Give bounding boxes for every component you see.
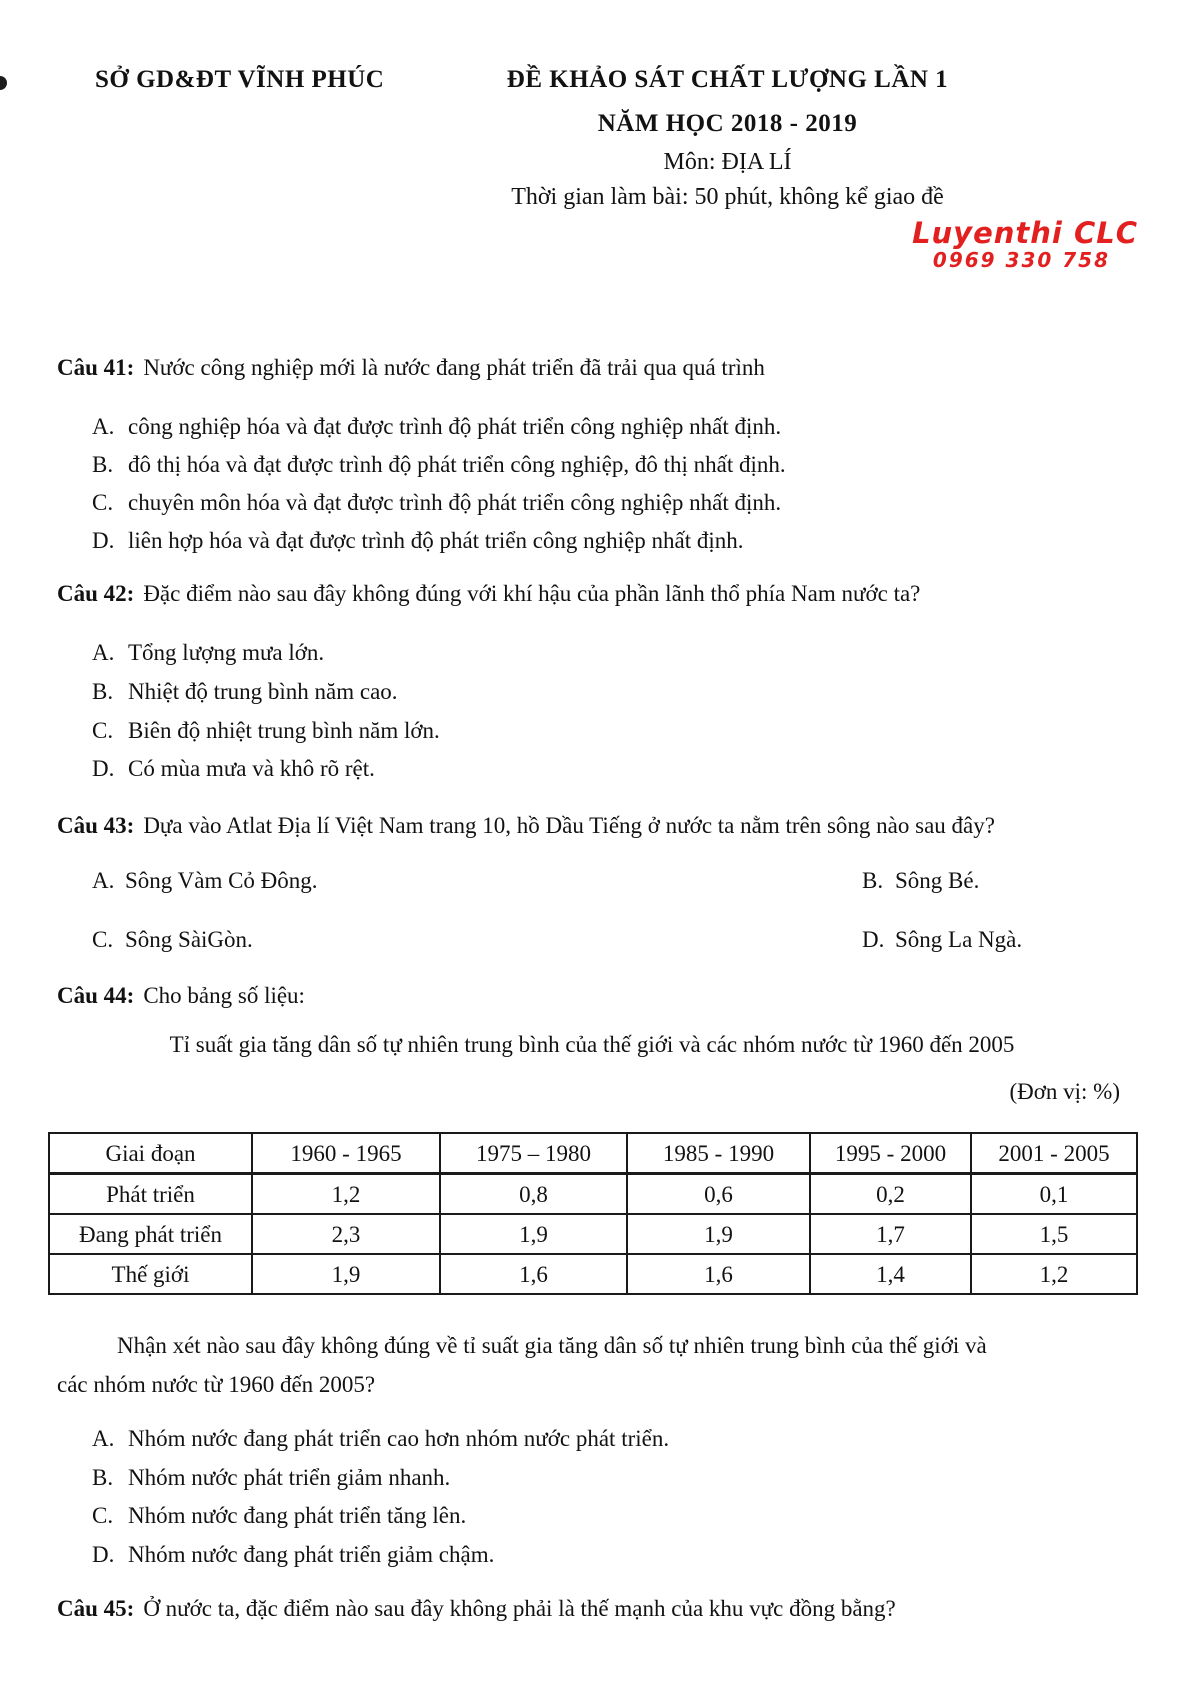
question-41-text: Nước công nghiệp mới là nước đang phát triển đã trải qua quá trình: [143, 355, 765, 380]
option-text: Nhóm nước đang phát triển cao hơn nhóm nước phát triển.: [128, 1426, 670, 1451]
question-44-label: Câu 44:: [57, 983, 135, 1008]
option-text: liên hợp hóa và đạt được trình độ phát triển công nghiệp nhất định.: [128, 528, 744, 553]
option-text: Sông La Ngà.: [895, 927, 1023, 952]
table-header-row: [49, 1133, 1137, 1174]
question-44-note-line-1: Nhận xét nào sau đây không đúng về tỉ suất gia tăng dân số tự nhiên trung bình của thế giới và: [117, 1333, 987, 1358]
option-letter: A.: [92, 640, 115, 665]
question-41-option-a: [92, 411, 1147, 442]
table-header-cell: 1985 - 1990: [627, 1133, 810, 1174]
option-text: Sông Bé.: [895, 868, 980, 893]
question-43-option-a: [92, 865, 862, 896]
question-44-stem: [57, 980, 1147, 1011]
option-text: chuyên môn hóa và đạt được trình độ phát triển công nghiệp nhất định.: [128, 490, 782, 515]
option-letter: D.: [862, 927, 885, 952]
table-header-cell: 1975 – 1980: [440, 1133, 627, 1174]
option-letter: C.: [92, 718, 114, 743]
question-43-option-d: [862, 924, 1152, 955]
question-43-stem: [57, 810, 1147, 841]
table-cell: 2,3: [252, 1214, 440, 1254]
table-cell: 1,9: [627, 1214, 810, 1254]
option-letter: D.: [92, 1542, 115, 1567]
question-41-option-d: [92, 525, 1147, 556]
table-cell: 1,2: [971, 1254, 1137, 1294]
option-letter: A.: [92, 414, 115, 439]
question-41-option-c: [92, 487, 1147, 518]
table-cell: 0,6: [627, 1174, 810, 1215]
option-letter: B.: [862, 868, 884, 893]
school-year: NĂM HỌC 2018 - 2019: [597, 110, 858, 137]
question-43-text: Dựa vào Atlat Địa lí Việt Nam trang 10, hồ Dầu Tiếng ở nước ta nằm trên sông nào sau đây?: [143, 813, 995, 838]
option-letter: A.: [92, 868, 115, 893]
table-cell: 1,4: [810, 1254, 971, 1294]
brand-logo: [912, 218, 1138, 271]
option-letter: C.: [92, 1503, 114, 1528]
table-cell: 0,1: [971, 1174, 1137, 1215]
question-44-option-c: [92, 1500, 1147, 1531]
question-43-option-b: [862, 865, 1152, 896]
option-text: Nhiệt độ trung bình năm cao.: [128, 679, 398, 704]
table-header-cell: Giai đoạn: [49, 1133, 252, 1174]
question-43-options-row-1: [92, 865, 1152, 896]
subject-line: Môn: ĐỊA LÍ: [663, 149, 792, 175]
option-text: đô thị hóa và đạt được trình độ phát triển công nghiệp, đô thị nhất định.: [128, 452, 786, 477]
question-45-label: Câu 45:: [57, 1596, 135, 1621]
question-42-stem: [57, 578, 1147, 609]
table-cell: 0,2: [810, 1174, 971, 1215]
question-43-label: Câu 43:: [57, 813, 135, 838]
question-42-option-c: [92, 715, 1147, 746]
option-letter: D.: [92, 528, 115, 553]
question-44-option-d: [92, 1539, 1147, 1570]
population-growth-table: [48, 1132, 1138, 1295]
question-45-stem: [57, 1593, 1147, 1624]
question-44-note-line-2: các nhóm nước từ 1960 đến 2005?: [57, 1372, 376, 1397]
question-44-text: Cho bảng số liệu:: [143, 983, 305, 1008]
question-41-option-b: [92, 449, 1147, 480]
table-caption: Tỉ suất gia tăng dân số tự nhiên trung bình của thế giới và các nhóm nước từ 1960 đến 2005: [169, 1032, 1015, 1057]
table-row: [49, 1254, 1137, 1294]
option-text: Có mùa mưa và khô rõ rệt.: [128, 756, 375, 781]
option-text: Biên độ nhiệt trung bình năm lớn.: [128, 718, 440, 743]
question-42-text: Đặc điểm nào sau đây không đúng với khí hậu của phần lãnh thổ phía Nam nước ta?: [143, 581, 921, 606]
option-letter: B.: [92, 1465, 114, 1490]
table-cell: 1,6: [627, 1254, 810, 1294]
table-header-cell: 1995 - 2000: [810, 1133, 971, 1174]
option-letter: C.: [92, 927, 114, 952]
question-43-option-c: [92, 924, 862, 955]
option-text: Tổng lượng mưa lớn.: [128, 640, 325, 665]
table-header-cell: 2001 - 2005: [971, 1133, 1137, 1174]
option-letter: D.: [92, 756, 115, 781]
option-text: công nghiệp hóa và đạt được trình độ phát triển công nghiệp nhất định.: [128, 414, 782, 439]
question-41-stem: [57, 352, 1147, 383]
table-row: [49, 1174, 1137, 1215]
question-44-option-a: [92, 1423, 1147, 1454]
question-44-option-b: [92, 1462, 1147, 1493]
table-header-cell: 1960 - 1965: [252, 1133, 440, 1174]
row-label: Đang phát triển: [49, 1214, 252, 1254]
table-cell: 1,7: [810, 1214, 971, 1254]
table-row: [49, 1214, 1137, 1254]
scan-artifact-mark: [0, 76, 7, 90]
row-label: Phát triển: [49, 1174, 252, 1215]
question-43-options-row-2: [92, 924, 1152, 955]
option-letter: C.: [92, 490, 114, 515]
question-42-option-b: [92, 676, 1147, 707]
table-cell: 1,5: [971, 1214, 1137, 1254]
option-letter: A.: [92, 1426, 115, 1451]
question-42-option-a: [92, 637, 1147, 668]
option-letter: B.: [92, 679, 114, 704]
option-text: Nhóm nước đang phát triển tăng lên.: [128, 1503, 467, 1528]
table-cell: 1,9: [440, 1214, 627, 1254]
option-text: Sông SàiGòn.: [125, 927, 253, 952]
duration-line: Thời gian làm bài: 50 phút, không kể giao đề: [511, 184, 944, 210]
department-name: SỞ GD&ĐT VĨNH PHÚC: [95, 66, 385, 93]
table-cell: 1,2: [252, 1174, 440, 1215]
row-label: Thế giới: [49, 1254, 252, 1294]
option-text: Sông Vàm Cỏ Đông.: [125, 868, 318, 893]
table-cell: 1,9: [252, 1254, 440, 1294]
option-text: Nhóm nước đang phát triển giảm chậm.: [128, 1542, 495, 1567]
option-letter: B.: [92, 452, 114, 477]
brand-logo-phone: 0969 330 758: [932, 248, 1110, 272]
table-cell: 1,6: [440, 1254, 627, 1294]
question-41-label: Câu 41:: [57, 355, 135, 380]
question-42-option-d: [92, 753, 1147, 784]
table-cell: 0,8: [440, 1174, 627, 1215]
brand-logo-text: Luyenthi CLC: [912, 216, 1138, 250]
option-text: Nhóm nước phát triển giảm nhanh.: [128, 1465, 451, 1490]
question-45-text: Ở nước ta, đặc điểm nào sau đây không phải là thế mạnh của khu vực đồng bằng?: [143, 1596, 896, 1621]
unit-note: (Đơn vị: %): [1009, 1079, 1120, 1104]
exam-title: ĐỀ KHẢO SÁT CHẤT LƯỢNG LẦN 1: [506, 66, 949, 93]
question-42-label: Câu 42:: [57, 581, 135, 606]
